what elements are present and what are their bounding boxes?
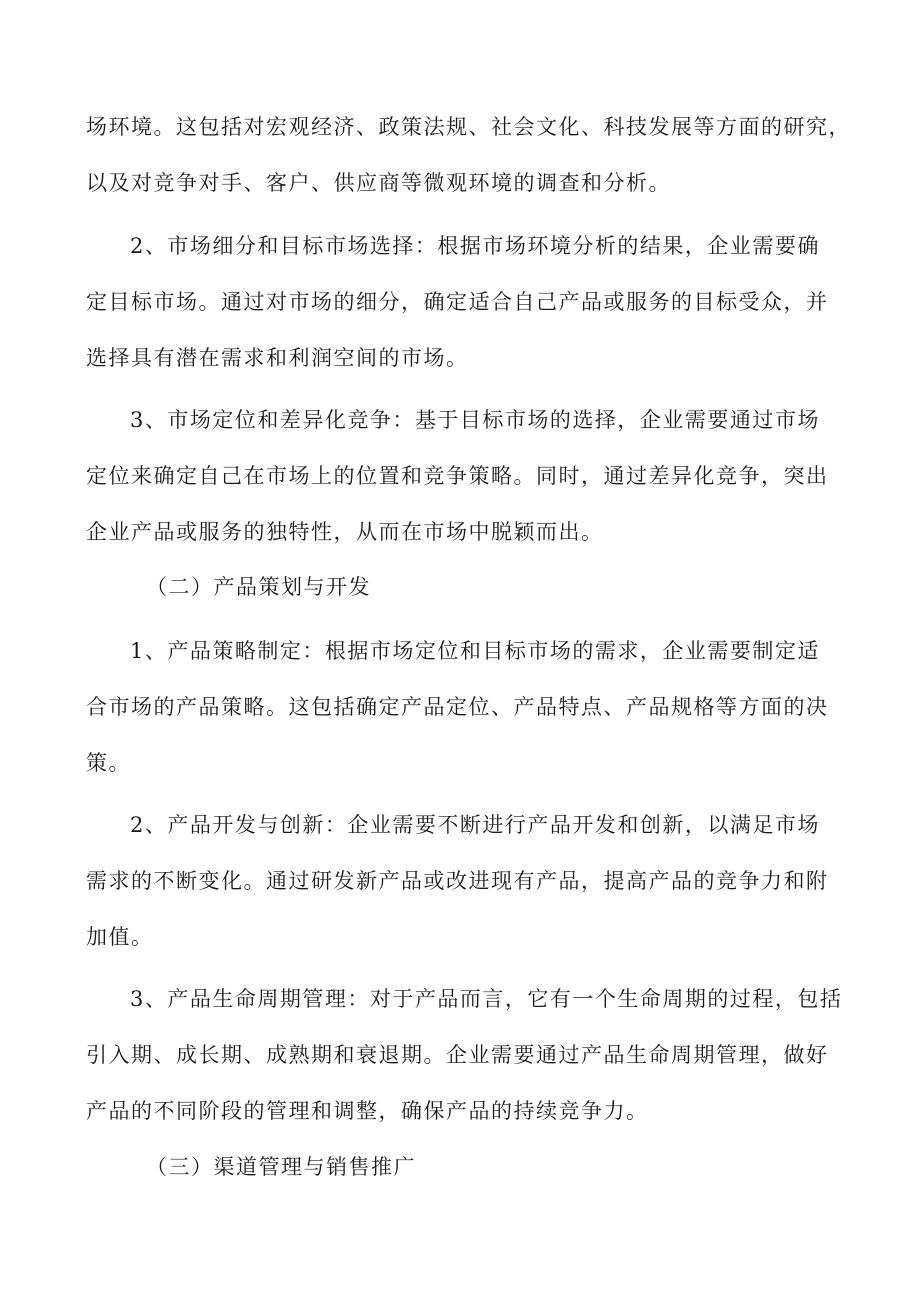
text-line: 1、产品策略制定：根据市场定位和目标市场的需求，企业需要制定适 [130,639,820,663]
section-heading: （二）产品策划与开发 [146,575,371,599]
text-line: 2、市场细分和目标市场选择：根据市场环境分析的结果，企业需要确 [130,234,820,258]
text-line: 引入期、成长期、成熟期和衰退期。企业需要通过产品生命周期管理，做好 [86,1043,829,1067]
text-line: 合市场的产品策略。这包括确定产品定位、产品特点、产品规格等方面的决 [86,695,829,719]
text-line: 场环境。这包括对宏观经济、政策法规、社会文化、科技发展等方面的研究， [86,115,851,139]
text-line: 以及对竞争对手、客户、供应商等微观环境的调查和分析。 [86,171,671,195]
text-line: 3、产品生命周期管理：对于产品而言，它有一个生命周期的过程，包括 [130,987,843,1011]
text-line: 产品的不同阶段的管理和调整，确保产品的持续竞争力。 [86,1099,649,1123]
text-line: 加值。 [86,925,154,949]
text-line: 2、产品开发与创新：企业需要不断进行产品开发和创新，以满足市场 [130,813,820,837]
text-line: 企业产品或服务的独特性，从而在市场中脱颖而出。 [86,520,604,544]
text-line: 定位来确定自己在市场上的位置和竞争策略。同时，通过差异化竞争，突出 [86,464,829,488]
text-line: 策。 [86,751,131,775]
text-line: 定目标市场。通过对市场的细分，确定适合自己产品或服务的目标受众，并 [86,290,829,314]
text-line: 需求的不断变化。通过研发新产品或改进现有产品，提高产品的竞争力和附 [86,869,829,893]
section-heading: （三）渠道管理与销售推广 [146,1155,416,1179]
text-line: 选择具有潜在需求和利润空间的市场。 [86,346,469,370]
text-line: 3、市场定位和差异化竞争：基于目标市场的选择，企业需要通过市场 [130,408,820,432]
